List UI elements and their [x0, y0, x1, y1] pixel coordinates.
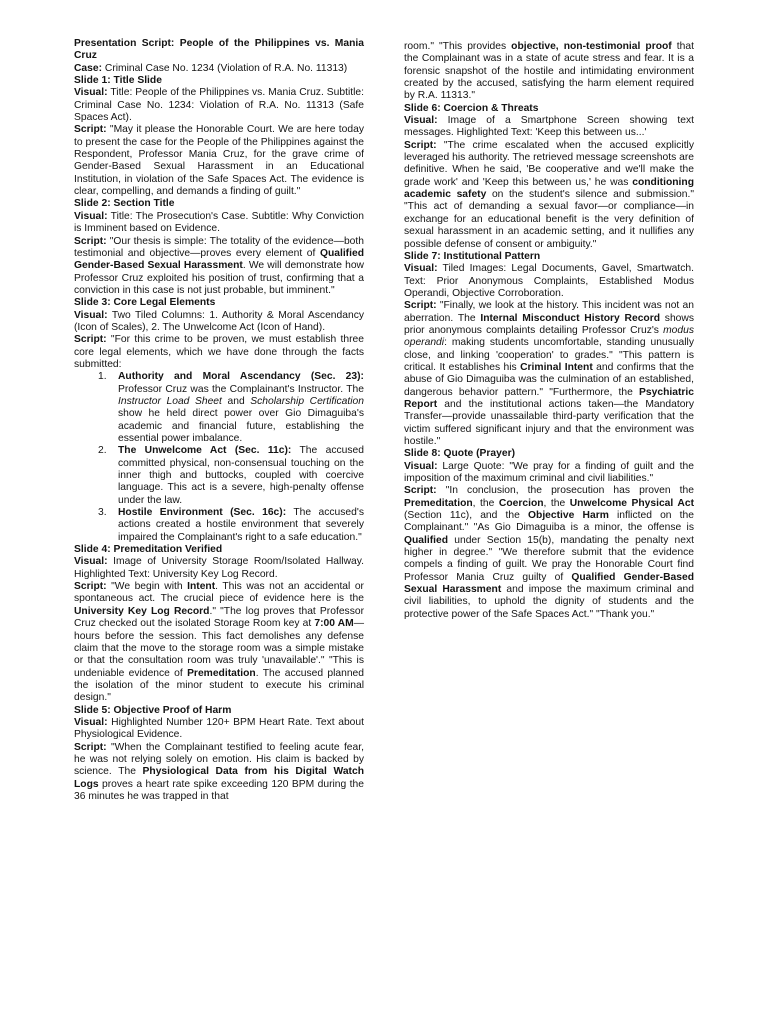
list-text: The Unwelcome Act (Sec. 11c): The accused committed physical, non-consensual touching on the inner thigh and buttocks, coupled with coercive language. This act is a severe, high-penalty offense under the law.	[118, 445, 364, 506]
list-text: Authority and Moral Ascendancy (Sec. 23): Professor Cruz was the Complainant's Instructor. The Instructor Load Sheet and Scholarship Certification show he held direct power over Gio Dimaguiba's academic and financial future, establishing the essential power imbalance.	[118, 371, 364, 444]
slide4-script: Script: "We begin with Intent. This was not an accidental or spontaneous act. The crucial piece of evidence here is the University Key Log Record." "The log proves that Professor Cruz checked out the isolated Storage Room key at 7:00 AM—hours before the session. This fact demolishes any defense claim that the move to the storage room was a simple mistake or that the consultation room was truly 'unavailable'." "This is undeniable evidence of Premeditation. The accused planned the isolation of the minor student to execute his criminal design."	[74, 581, 365, 704]
slide1-script: Script: "May it please the Honorable Court. We are here today to present the case for the People of the Philippines against the Respondent, Professor Mania Cruz, for the grave crime of Gender-Based Sexual Harassment in an Educational Institution, in violation of the Safe Spaces Act. The evidence is clear, compelling, and demands a finding of guilt."	[74, 124, 364, 198]
slide8-visual: Visual: Large Quote: "We pray for a finding of guilt and the imposition of the maximum criminal and civil liabilities."	[404, 460, 694, 485]
slide3-heading: Slide 3: Core Legal Elements	[74, 297, 216, 309]
list-number: 1.	[98, 371, 107, 383]
case: Case: Criminal Case No. 1234 (Violation of R.A. No. 11313)	[74, 62, 348, 74]
list-item	[74, 371, 364, 445]
slide5-script: Script: "When the Complainant testified to feeling acute fear, he was not relying solely on emotion. His claim is backed by science. The Physiological Data from his Digital Watch Logs proves a heart rate spike exceeding 120 BPM during the 36 minutes he was trapped in that	[74, 741, 364, 802]
slide3-visual: Visual: Two Tiled Columns: 1. Authority & Moral Ascendancy (Icon of Scales), 2. The Unwelcome Act (Icon of Hand).	[74, 309, 364, 333]
slide3-script: Script: "For this crime to be proven, we must establish three core legal elements, which we have done through the facts submitted:	[74, 334, 364, 370]
slide6-script: Script: "The crime escalated when the accused explicitly leveraged his authority. The retrieved message screenshots are definitive. When he said, 'Be cooperative and we'll make the grade work' and 'Keep this between us,' he was conditioning academic safety on the student's silence and submission." "This act of demanding a sexual favor—or compliance—in exchange for an educational benefit is the very definition of sexual harassment in an academic setting, and it nullifies any possible defense of consent or ambiguity."	[404, 139, 694, 250]
slide8-heading: Slide 8: Quote (Prayer)	[404, 448, 516, 460]
left-column	[74, 38, 364, 803]
slide5-visual: Visual: Highlighted Number 120+ BPM Heart Rate. Text about Physiological Evidence.	[74, 716, 364, 741]
slide1-visual: Visual: Title: People of the Philippines vs. Mania Cruz. Subtitle: Criminal Case No. 1234: Violation of R.A. No. 11313 (Safe Spaces Act).	[74, 87, 364, 124]
slide8-script: Script: "In conclusion, the prosecution has proven the Premeditation, the Coercion, the Unwelcome Physical Act (Section 11c), and the Objective Harm inflicted on the Complainant." "As Gio Dimaguiba is a minor, the offense is Qualified under Section 15(b), mandating the penalty next higher in degree." "We therefore submit that the evidence compels a finding of guilt. We pray the Honorable Court find Professor Mania Cruz guilty of Qualified Gender-Based Sexual Harassment and impose the maximum criminal and civil liabilities, to uphold the dignity of students and the protective power of the Safe Spaces Act." "Thank you."	[404, 485, 695, 620]
slide2-visual: Visual: Title: The Prosecution's Case. Subtitle: Why Conviction is Imminent based on Evidence.	[74, 210, 364, 235]
slide7-visual: Visual: Tiled Images: Legal Documents, Gavel, Smartwatch. Text: Prior Anonymous Complaints, Established Modus Operandi, Objective Corroboration.	[404, 263, 694, 299]
list-text: Hostile Environment (Sec. 16c): The accused's actions created a hostile environment that severely impaired the Complainant's right to a safe education."	[118, 507, 365, 543]
list-number: 3.	[98, 507, 107, 519]
right-column	[404, 41, 694, 621]
slide2-heading: Slide 2: Section Title	[74, 198, 175, 210]
slide2-script: Script: "Our thesis is simple: The totality of the evidence—both testimonial and objective—proves every element of Qualified Gender-Based Sexual Harassment. We will demonstrate how Professor Cruz exploited his position of trust, confirming that a conviction in this case is not just probable, but imminent."	[74, 235, 364, 296]
slide5-heading: Slide 5: Objective Proof of Harm	[74, 704, 232, 716]
slide4-visual: Visual: Image of University Storage Room/Isolated Hallway. Highlighted Text: University Key Log Record.	[74, 556, 364, 580]
slide6-heading: Slide 6: Coercion & Threats	[404, 102, 539, 114]
list-item	[74, 445, 364, 507]
slide1-heading: Slide 1: Title Slide	[74, 75, 162, 87]
slide7-script: Script: "Finally, we look at the history. This incident was not an aberration. The Internal Misconduct History Record shows prior anonymous complaints detailing Professor Cruz's modus operandi: making students uncomfortable, standing unusually close, and linking 'cooperation' to grades." "This pattern is critical. It establishes his Criminal Intent and confirms that the abuse of Gio Dimaguiba was the culmination of an established, dangerous behavior pattern." "Furthermore, the Psychiatric Report and the institutional actions taken—the Mandatory Transfer—provide unassailable third-party verification that the victim suffered significant injury and that the environment was hostile."	[404, 300, 694, 447]
title: Presentation Script: People of the Philippines vs. Mania Cruz	[74, 38, 364, 62]
slide4-heading: Slide 4: Premeditation Verified	[74, 544, 223, 556]
slide7-heading: Slide 7: Institutional Pattern	[404, 250, 541, 262]
list-item	[74, 507, 364, 544]
slide5-script-cont: room." "This provides objective, non-testimonial proof that the Complainant was in a state of acute stress and fear. It is a forensic snapshot of the hostile and intimidating environment created by the accused, satisfying the harm element required by R.A. 11313."	[404, 41, 694, 102]
list-number: 2.	[98, 445, 107, 457]
slide6-visual: Visual: Image of a Smartphone Screen showing text messages. Highlighted Text: 'Keep this between us...'	[404, 115, 694, 139]
